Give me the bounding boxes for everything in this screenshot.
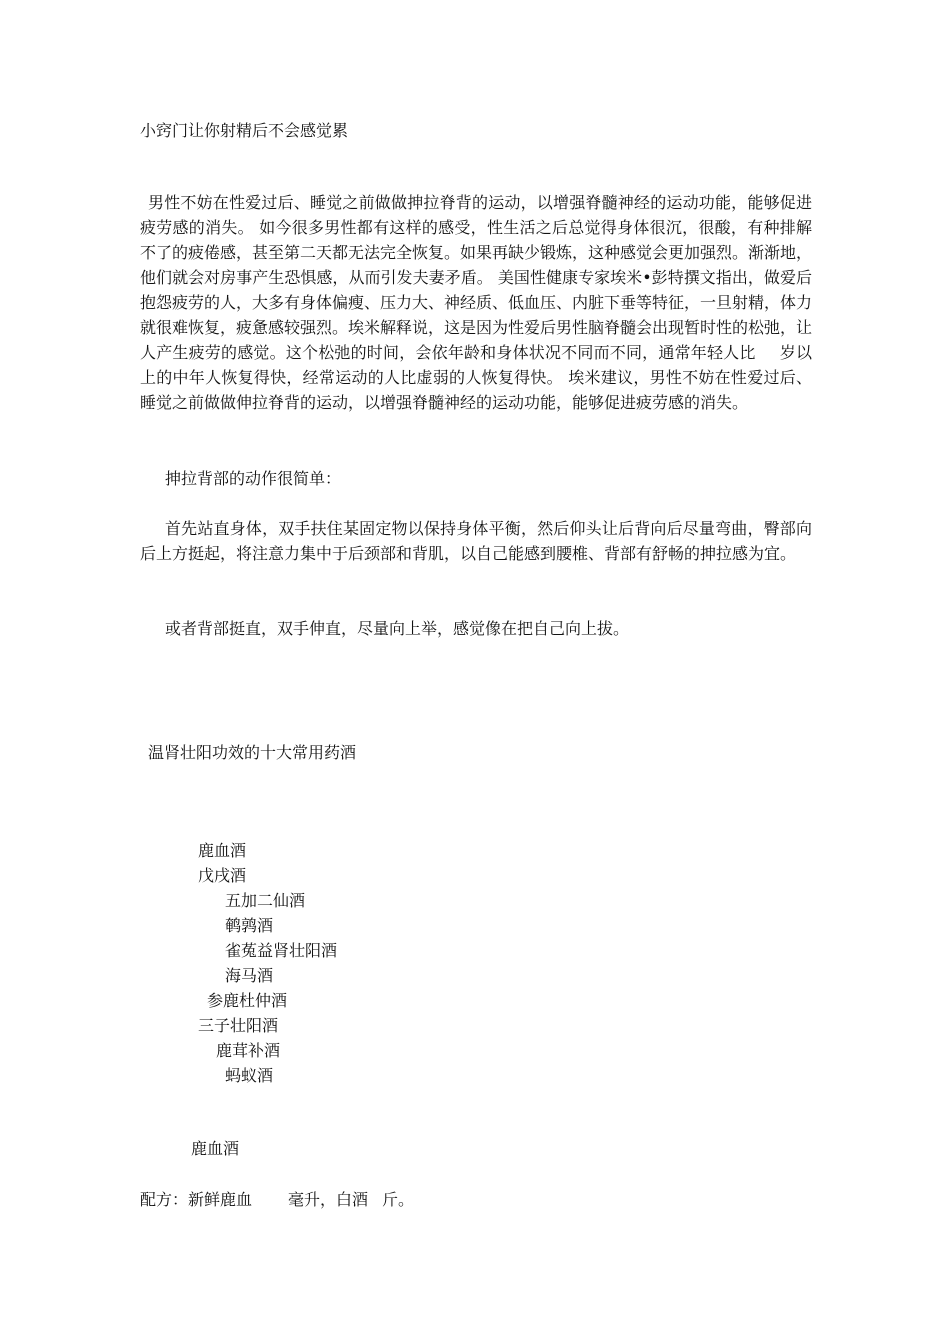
recipe-unit-ml: 毫升，白酒 [288,1190,369,1209]
paragraph-intro [140,190,812,415]
list-item: 鹿茸补酒 [216,1041,281,1060]
list-item: 蚂蚁酒 [225,1066,274,1085]
paragraph-stretch-intro: 抻拉背部的动作很简单： [165,469,342,488]
list-item: 雀菟益肾壮阳酒 [225,941,338,960]
list-item: 鹿血酒 [198,841,247,860]
list-item: 参鹿杜仲酒 [207,991,288,1010]
subsection-heading: 鹿血酒 [191,1139,240,1158]
list-item: 五加二仙酒 [225,891,306,910]
paragraph-intro-part1: 男性不妨在性爱过后、睡觉之前做做抻拉脊背的运动，以增强脊髓神经的运动功能，能够促进疲劳感的消失。 如今很多男性都有这样的感受，性生活之后总觉得身体很沉，很酸，有种排解不了的疲倦感，甚至第二天都无法完全恢复。如果再缺少锻炼，这种感觉会更加强烈。渐渐地，他们就会对房事产生恐惧感，从而引发夫妻矛盾。 美国性健康专家埃米•彭特撰文指出，做爱后抱怨疲劳的人，大多有身体偏瘦、压力大、神经质、低血压、内脏下垂等特征，一旦射精，体力就很难恢复，疲惫感较强烈。埃米解释说，这是因为性爱后男性脑脊髓会出现暂时性的松弛，让人产生疲劳的感觉。这个松弛的时间，会依年龄和身体状况不同而不同，通常年轻人比 [140,193,813,362]
list-item: 鹌鹑酒 [225,916,274,935]
paragraph-intro-part2: 岁以上的中年人恢复得快，经常运动的人比虚弱的人恢复得快。 埃米建议，男性不妨在性爱过后、睡觉之前做做伸拉脊背的运动，以增强脊髓神经的运动功能，能够促进疲劳感的消失。 [140,343,812,412]
recipe-label: 配方：新鲜鹿血 [140,1190,253,1209]
section-heading: 温肾壮阳功效的十大常用药酒 [148,743,357,762]
list-item: 戊戌酒 [198,866,247,885]
list-item: 海马酒 [225,966,274,985]
list-item: 三子壮阳酒 [198,1016,279,1035]
paragraph-stretch-alt: 或者背部挺直，双手伸直，尽量向上举，感觉像在把自己向上拔。 [165,619,630,638]
recipe-unit-jin: 斤。 [382,1190,415,1209]
document-title: 小窍门让你射精后不会感觉累 [140,121,349,140]
paragraph-stretch-steps: 首先站直身体，双手扶住某固定物以保持身体平衡，然后仰头让后背向后尽量弯曲，臀部向后上方挺起，将注意力集中于后颈部和背肌，以自己能感到腰椎、背部有舒畅的抻拉感为宜。 [140,519,812,563]
recipe-line [140,1187,414,1212]
